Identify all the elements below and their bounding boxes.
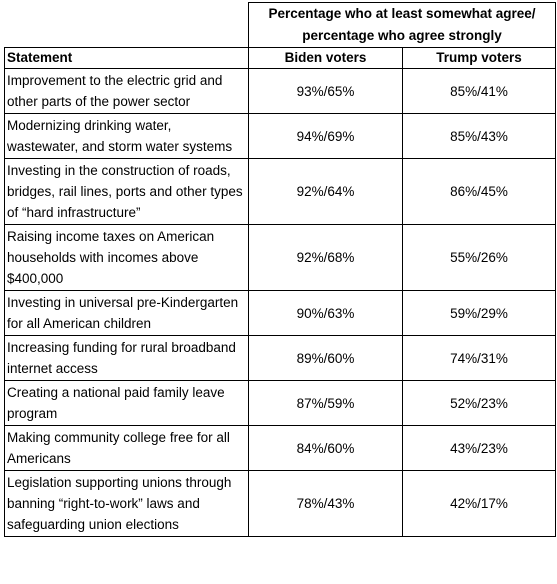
table-row xyxy=(5,336,556,381)
biden-cell: 78%/43% xyxy=(249,471,403,537)
trump-cell: 42%/17% xyxy=(403,471,556,537)
trump-cell: 86%/45% xyxy=(403,159,556,225)
statement-cell: Legislation supporting unions through banning “right-to-work” laws and safeguarding union elections xyxy=(5,471,249,537)
empty-corner-cell xyxy=(5,3,249,48)
statement-cell: Investing in the construction of roads, bridges, rail lines, ports and other types of “hard infrastructure” xyxy=(5,159,249,225)
table-row xyxy=(5,291,556,336)
statement-cell: Creating a national paid family leave program xyxy=(5,381,249,426)
statement-column-header: Statement xyxy=(5,48,249,69)
biden-cell: 84%/60% xyxy=(249,426,403,471)
biden-cell: 89%/60% xyxy=(249,336,403,381)
statement-cell: Making community college free for all Americans xyxy=(5,426,249,471)
statement-cell: Increasing funding for rural broadband internet access xyxy=(5,336,249,381)
table-row xyxy=(5,381,556,426)
table-row xyxy=(5,426,556,471)
biden-cell: 94%/69% xyxy=(249,114,403,159)
statement-cell: Improvement to the electric grid and other parts of the power sector xyxy=(5,69,249,114)
group-header: Percentage who at least somewhat agree/ percentage who agree strongly xyxy=(249,3,556,48)
table-row xyxy=(5,69,556,114)
trump-column-header: Trump voters xyxy=(403,48,556,69)
group-header-row xyxy=(5,3,556,48)
statement-cell: Raising income taxes on American households with incomes above $400,000 xyxy=(5,225,249,291)
trump-cell: 85%/43% xyxy=(403,114,556,159)
table-row xyxy=(5,114,556,159)
biden-column-header: Biden voters xyxy=(249,48,403,69)
table-row xyxy=(5,225,556,291)
column-header-row xyxy=(5,48,556,69)
biden-cell: 90%/63% xyxy=(249,291,403,336)
trump-cell: 59%/29% xyxy=(403,291,556,336)
table-row xyxy=(5,471,556,537)
trump-cell: 55%/26% xyxy=(403,225,556,291)
statement-cell: Investing in universal pre-Kindergarten for all American children xyxy=(5,291,249,336)
table-row xyxy=(5,159,556,225)
trump-cell: 52%/23% xyxy=(403,381,556,426)
biden-cell: 87%/59% xyxy=(249,381,403,426)
biden-cell: 92%/64% xyxy=(249,159,403,225)
trump-cell: 74%/31% xyxy=(403,336,556,381)
biden-cell: 92%/68% xyxy=(249,225,403,291)
biden-cell: 93%/65% xyxy=(249,69,403,114)
trump-cell: 85%/41% xyxy=(403,69,556,114)
statement-cell: Modernizing drinking water, wastewater, and storm water systems xyxy=(5,114,249,159)
trump-cell: 43%/23% xyxy=(403,426,556,471)
poll-table xyxy=(4,2,556,537)
